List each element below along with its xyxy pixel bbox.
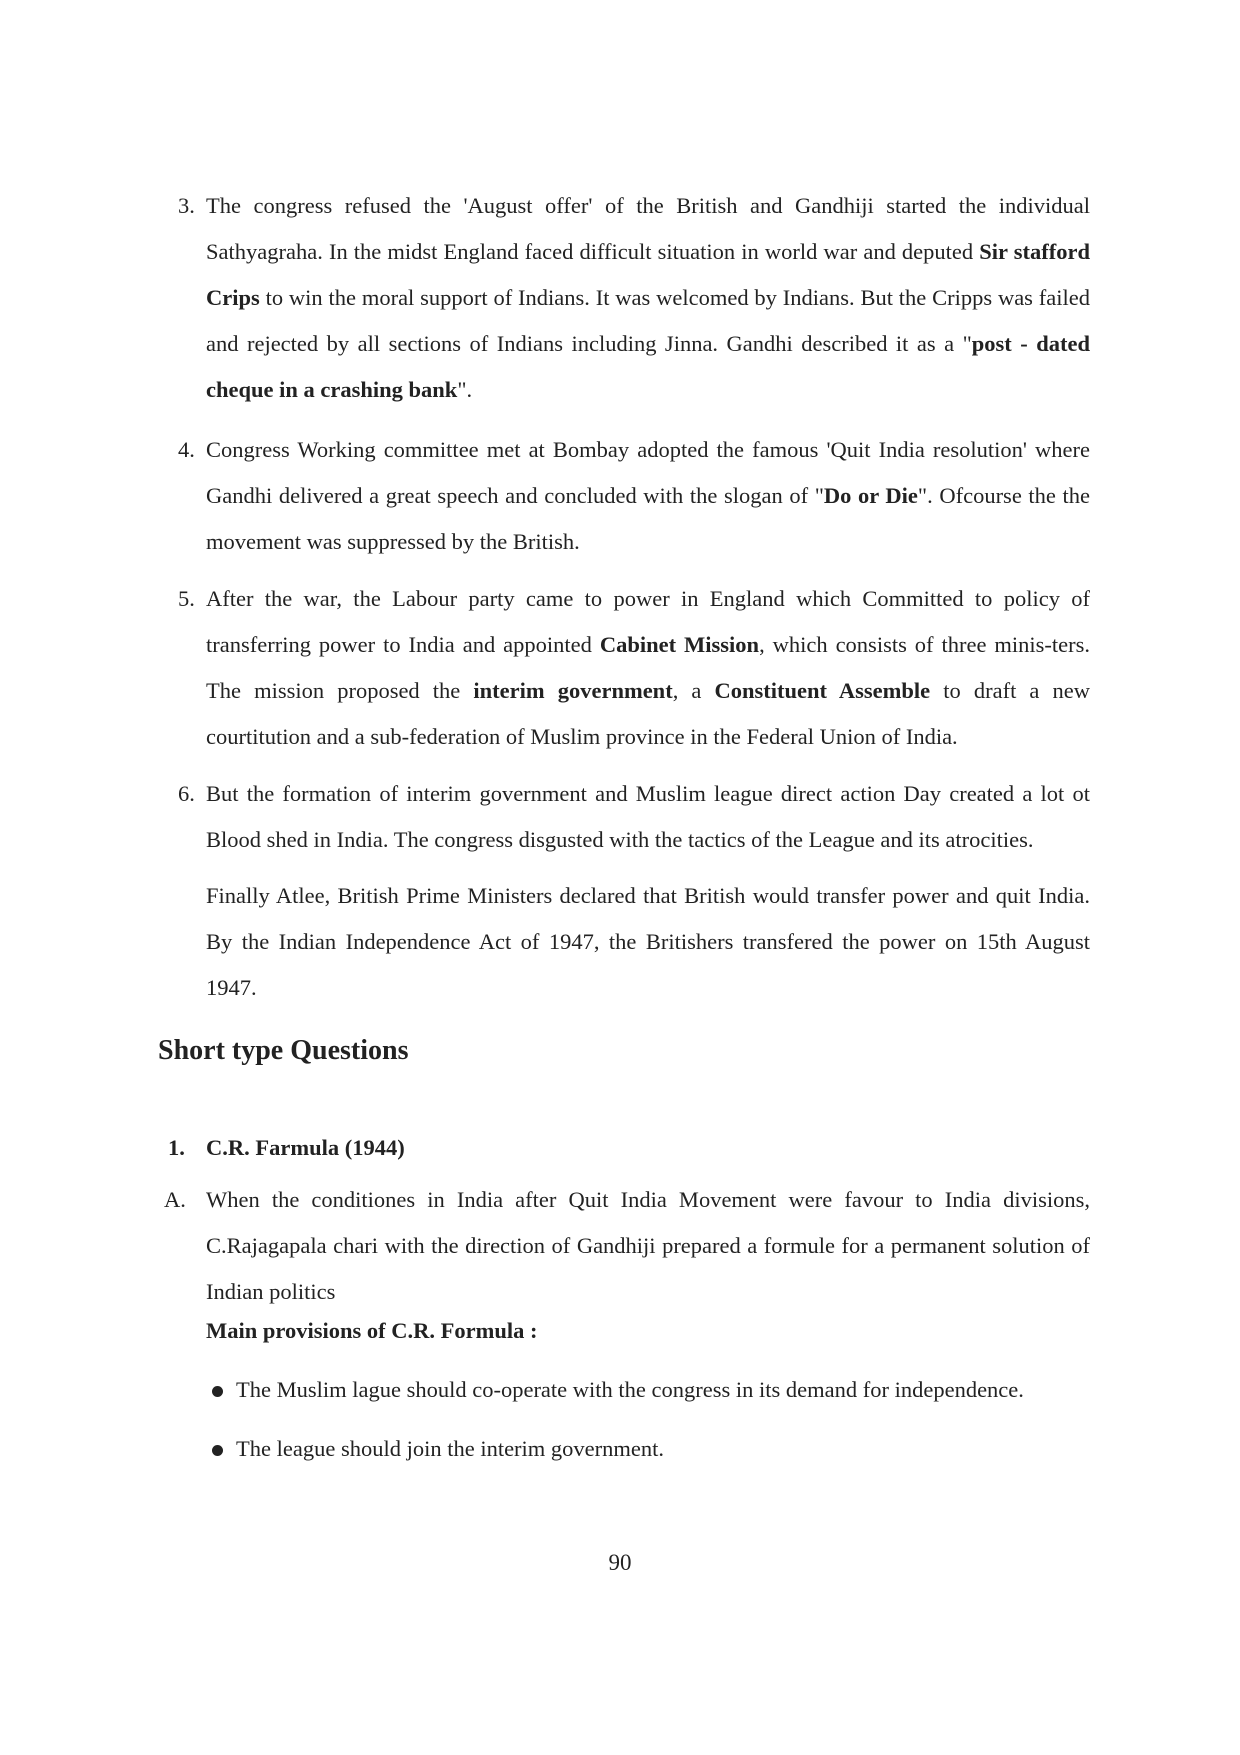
answer-text: When the conditiones in India after Quit India Movement were favour to India divisions, C.Rajagapala chari with the direction of Gandhiji prepared a formule for a permanent solution of Indian politics (206, 1187, 1090, 1304)
section-heading: Short type Questions (158, 1035, 409, 1066)
item-text: ". Ofcourse the the movement was suppressed by the British. (206, 483, 1090, 554)
item-bold-text: post - dated cheque in a crashing bank (206, 331, 1090, 402)
item-text: But the formation of interim government and Muslim league direct action Day created a lot ot Blood shed in India. The congress disgusted with the tactics of the League and its atrocities. (206, 781, 1090, 852)
bullet-item (236, 1436, 664, 1462)
list-item-6 (178, 771, 1090, 863)
bullet-text: The Muslim lague should co-operate with the congress in its demand for independence. (236, 1377, 1024, 1402)
item-bold-text: Constituent Assemble (714, 678, 931, 703)
item-text: The congress refused the 'August offer' of the British and Gandhiji started the individual Sathyagraha. In the midst England faced difficult situation in world war and deputed (206, 193, 1090, 264)
list-item-5 (178, 576, 1091, 760)
question-title-text: C.R. Farmula (1944) (206, 1135, 405, 1160)
answer-marker: A. (164, 1187, 186, 1212)
answer-paragraph (164, 1177, 1090, 1315)
list-number: 3. (178, 193, 195, 218)
bullet-icon (212, 1445, 223, 1456)
item-bold-text: Sir stafford Crips (206, 239, 1090, 310)
item-text: After the war, the Labour party came to power in England which Committed to policy of transferring power to India and appointed (206, 586, 1090, 657)
item-bold-text: Cabinet Mission (599, 632, 760, 657)
item-text: , which consists of three minis-ters. The mission proposed the (206, 632, 1091, 703)
list-number: 6. (178, 781, 195, 806)
provisions-subheading: Main provisions of C.R. Formula : (206, 1318, 538, 1343)
item-text: , a (672, 678, 715, 703)
item-text: to draft a new courtitution and a sub-federation of Muslim province in the Federal Union of India. (206, 678, 1091, 749)
closing-paragraph: Finally Atlee, British Prime Ministers declared that British would transfer power and quit India. By the Indian Independence Act of 1947, the Britishers transfered the power on 15th August 1947. (206, 883, 1090, 1000)
item-text: Congress Working committee met at Bombay adopted the famous 'Quit India resolution' where Gandhi delivered a great speech and concluded with the slogan of " (206, 437, 1090, 508)
item-bold-text: Do or Die (823, 483, 918, 508)
bullet-text: The league should join the interim government. (236, 1436, 665, 1461)
list-item-4 (178, 427, 1090, 565)
list-number: 4. (178, 437, 195, 462)
list-number: 5. (178, 586, 195, 611)
bullet-icon (212, 1386, 223, 1397)
item-bold-text: interim government (473, 678, 673, 703)
item-text: to win the moral support of Indians. It was welcomed by Indians. But the Cripps was failed and rejected by all sections of Indians including Jinna. Gandhi described it as a " (206, 285, 1090, 356)
question-title (168, 1135, 405, 1161)
page-number: 90 (608, 1550, 632, 1575)
item-text: ". (457, 377, 473, 402)
bullet-item (236, 1377, 1024, 1403)
list-item-3 (178, 183, 1090, 413)
question-number: 1. (168, 1135, 185, 1160)
